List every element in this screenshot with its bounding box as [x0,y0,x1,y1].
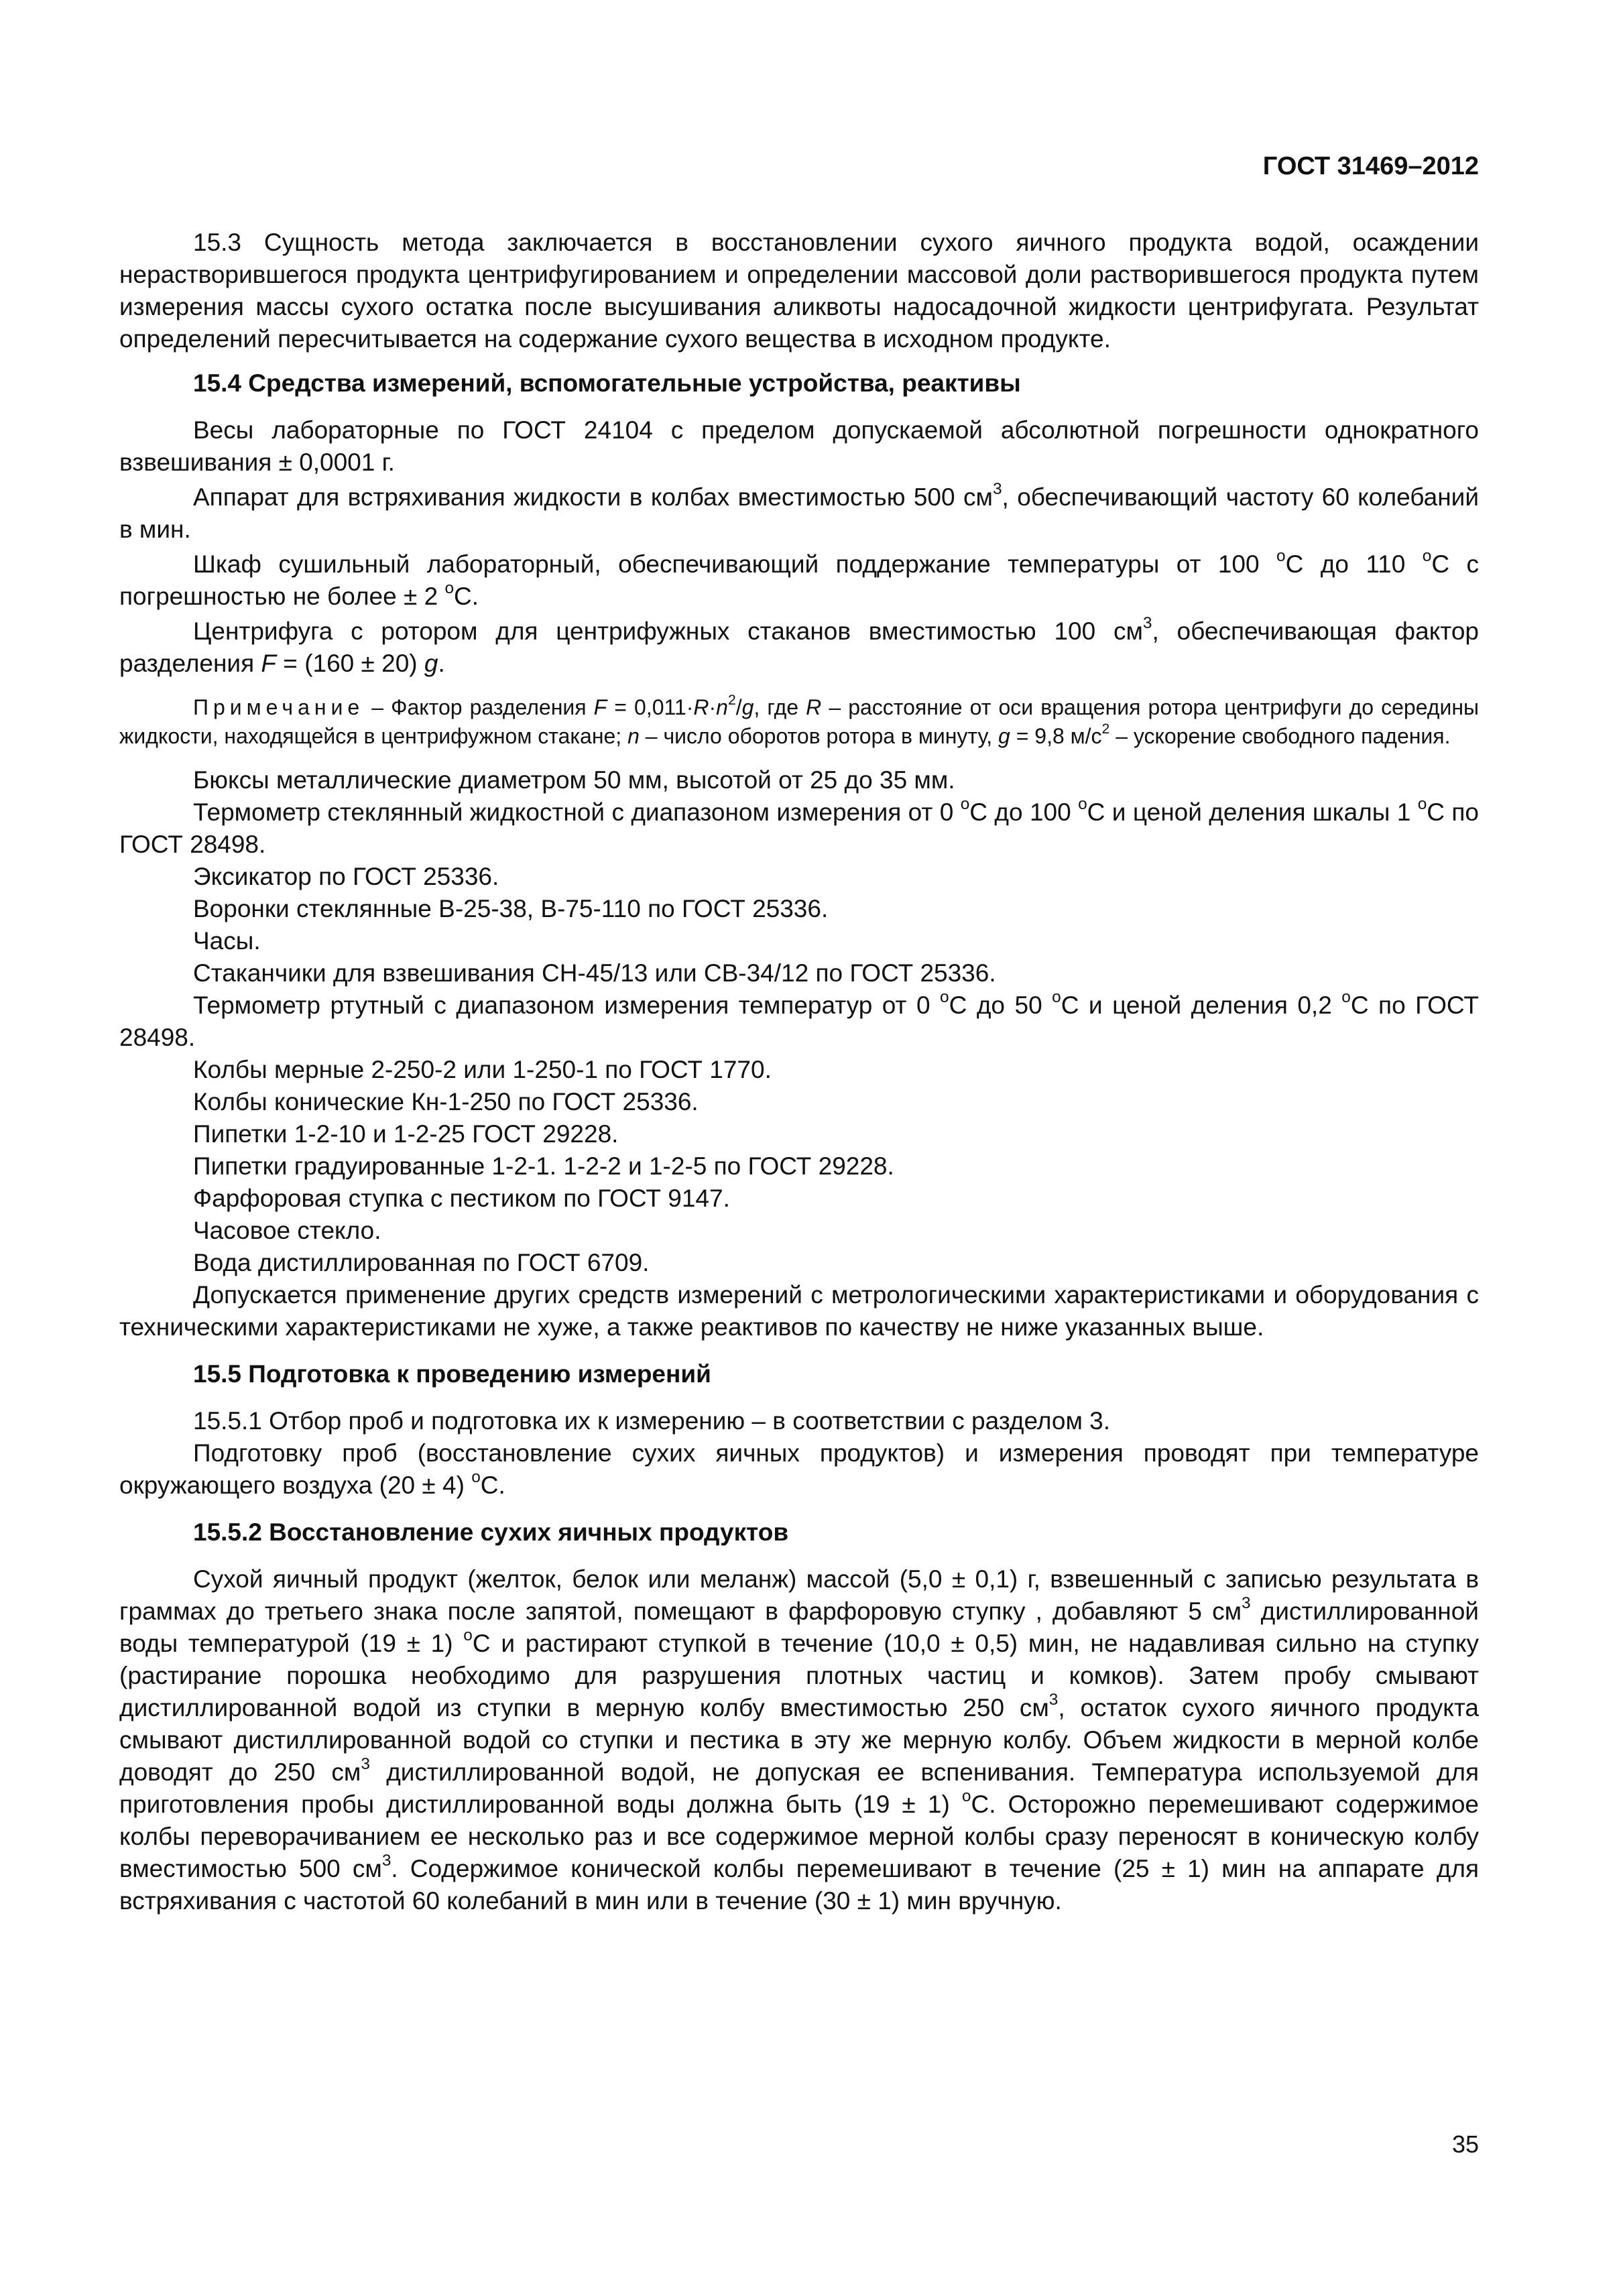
item-scales: Весы лабораторные по ГОСТ 24104 с пределом допускаемой абсолютной погрешности однократного взвешивания ± 0,0001 г. [119,416,1479,476]
item-clock: Часы. [193,927,261,955]
heading-15-5-2: 15.5.2 Восстановление сухих яичных продуктов [193,1518,789,1546]
paragraph-restoration: Сухой яичный продукт (желток, белок или меланж) массой (5,0 ± 0,1) г, взвешенный с записью результата в граммах до третьего знака после запятой, помещают в фарфоровую ступку , добавляют 5 $см^3$ дистиллированной воды температурой (19 ± 1) $^о$С и растирают ступкой в течение (10,0 ± 0,5) мин, не надавливая сильно на ступку (растирание порошка необходимо для разрушения плотных частиц и комков). Затем пробу смывают дистиллированной водой из ступки в мерную колбу вместимостью 250 $см^3$, остаток сухого яичного продукта смывают дистиллированной водой со ступки и пестика в эту же мерную колбу. Объем жидкости в мерной колбе доводят до 250 $см^3$ дистиллированной водой, не допуская ее вспенивания. Температура используемой для приготовления пробы дистиллированной воды должна быть (19 ± 1) $^о$С. Осторожно перемешивают содержимое колбы переворачиванием ее несколько раз и все содержимое мерной колбы сразу переносят в коническую колбу вместимостью 500 $см^3$. Содержимое конической колбы перемешивают в течение (25 ± 1) мин на аппарате для встряхивания с частотой 60 колебаний в мин или в течение (30 ± 1) мин вручную. [119,1565,1479,1915]
item-shaker: Аппарат для встряхивания жидкости в колбах вместимостью 500 $см^3$, обеспечивающий частоту 60 колебаний в мин. [119,480,1479,543]
item-desiccator: Эксикатор по ГОСТ 25336. [193,863,499,890]
item-watch-glass: Часовое стекло. [193,1217,381,1244]
item-mortar: Фарфоровая ступка с пестиком по ГОСТ 9147. [193,1185,730,1212]
item-bux: Бюксы металлические диаметром 50 мм, высотой от 25 до 35 мм. [193,766,955,794]
note-separation-factor: Примечание – Фактор разделения $F = 0,011\cdot R\cdot n^2/g$, где R – расстояние от оси вращения ротора центрифуги до середины жидкости, находящейся в центрифужном стакане; n – число оборотов ротора в минуту, g = 9,8 $м/с^2$ – ускорение свободного падения. [119,692,1480,748]
page-number: 35 [1451,2130,1479,2158]
paragraph-sample-prep: Подготовку проб (восстановление сухих яичных продуктов) и измерения проводят при температуре окружающего воздуха (20 ± 4) $^о$С. [119,1439,1479,1499]
item-thermometer-glass: Термометр стеклянный жидкостной с диапазоном измерения от 0 $^о$С до 100 $^о$С и ценой деления шкалы 1 $^о$С по ГОСТ 28498. [119,795,1479,858]
document-code: ГОСТ 31469–2012 [1262,152,1479,180]
item-conical-flasks: Колбы конические Кн-1-250 по ГОСТ 25336. [193,1088,699,1115]
page-body [119,227,1479,1917]
item-pipettes: Пипетки 1-2-10 и 1-2-25 ГОСТ 29228. [193,1120,619,1148]
paragraph-15-3: 15.3 Сущность метода заключается в восстановлении сухого яичного продукта водой, осаждении нерастворившегося продукта центрифугированием и определении массовой доли растворившегося продукта путем измерения массы сухого остатка после высушивания аликвоты надосадочной жидкости центрифугата. Результат определений пересчитывается на содержание сухого вещества в исходном продукте. [119,229,1479,353]
item-oven: Шкаф сушильный лабораторный, обеспечивающий поддержание температуры от 100 $^о$С до 110 $^о$С с погрешностью не более ± 2 $^о$С. [119,547,1480,610]
paragraph-allowed-substitutes: Допускается применение других средств измерений с метрологическими характеристиками и оборудования с техническими характеристиками не хуже, а также реактивов по качеству не ниже указанных выше. [119,1281,1479,1341]
item-thermometer-mercury: Термометр ртутный с диапазоном измерения температур от 0 $^о$С до 50 $^о$С и ценой деления 0,2 $^о$С по ГОСТ 28498. [119,988,1479,1051]
heading-15-4: 15.4 Средства измерений, вспомогательные устройства, реактивы [193,369,1021,397]
item-centrifuge: Центрифуга с ротором для центрифужных стаканов вместимостью 100 $см^3$, обеспечивающая фактор разделения F = (160 ± 20) g. [119,614,1479,677]
paragraph-15-5-1: 15.5.1 Отбор проб и подготовка их к измерению – в соответствии с разделом 3. [193,1407,1111,1435]
item-weighing-cups: Стаканчики для взвешивания СН-45/13 или СВ-34/12 по ГОСТ 25336. [193,959,996,987]
item-volumetric-flasks: Колбы мерные 2-250-2 или 1-250-1 по ГОСТ 1770. [193,1056,772,1083]
item-distilled-water: Вода дистиллированная по ГОСТ 6709. [193,1249,650,1276]
item-graduated-pipettes: Пипетки градуированные 1-2-1. 1-2-2 и 1-2-5 по ГОСТ 29228. [193,1152,894,1180]
item-funnels: Воронки стеклянные В-25-38, В-75-110 по ГОСТ 25336. [193,895,829,922]
heading-15-5: 15.5 Подготовка к проведению измерений [193,1360,711,1388]
